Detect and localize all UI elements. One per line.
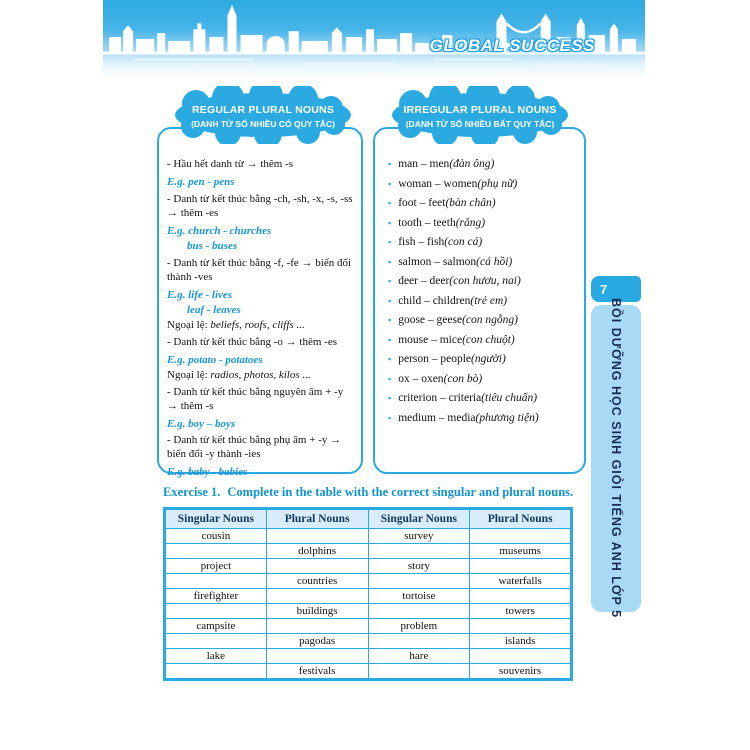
noun-translation: (tiêu chuẩn) — [481, 392, 538, 404]
singular-cell — [368, 634, 470, 649]
plural-cell — [470, 649, 572, 664]
singular-cell — [165, 634, 267, 649]
bullet-icon: ▪ — [388, 334, 392, 345]
bullet-icon: ▪ — [388, 393, 392, 403]
header-cell-singular-2: Singular Nouns — [368, 509, 470, 529]
bullet-icon: ▪ — [388, 159, 392, 169]
bullet-icon: ▪ — [388, 217, 392, 228]
table-row — [165, 589, 572, 604]
noun-pair: person – people — [398, 353, 472, 365]
rule-line — [167, 336, 353, 350]
noun-list-item — [381, 155, 578, 175]
bullet-icon: ▪ — [388, 237, 392, 247]
rule-text: - Danh từ kết thúc bằng -f, -fe → biến đổi thành -ves — [167, 256, 352, 283]
book-title-vertical: BỒI DƯỠNG HỌC SINH GIỎI TIẾNG ANH LỚP 5 — [609, 298, 623, 619]
rule-text: leaf - leaves — [187, 303, 241, 316]
noun-translation: (con chuột) — [462, 333, 515, 346]
noun-pair: fish – fish — [398, 236, 445, 248]
rule-text: - Danh từ kết thúc bằng -ch, -sh, -x, -s, -ss → thêm -es — [167, 192, 353, 219]
plural-cell — [266, 589, 368, 604]
bullet-icon: ▪ — [388, 178, 392, 189]
rule-line — [167, 257, 353, 285]
singular-cell: campsite — [165, 619, 267, 634]
irregular-plural-nouns-box — [373, 127, 586, 474]
regular-subtitle: (DANH TỪ SỐ NHIỀU CÓ QUY TẮC) — [191, 118, 335, 129]
header-banner — [103, 0, 645, 78]
exercise-heading — [163, 485, 573, 500]
table-row — [165, 604, 572, 619]
plural-cell: dolphins — [266, 544, 368, 559]
header-cell-singular-1: Singular Nouns — [165, 509, 267, 529]
singular-cell: cousin — [165, 529, 267, 544]
noun-list-item — [381, 214, 578, 234]
noun-translation: (phụ nữ) — [477, 177, 518, 190]
plural-cell — [266, 619, 368, 634]
rule-text: E.g. baby - babies — [167, 466, 248, 479]
rule-text: E.g. boy – boys — [167, 417, 236, 430]
rule-text: radios, photos, kilos ... — [210, 368, 311, 381]
noun-pair: goose – geese — [398, 314, 463, 326]
rule-line — [167, 418, 353, 432]
singular-cell: story — [368, 559, 470, 574]
plural-cell — [470, 589, 572, 604]
singular-cell: lake — [165, 649, 267, 664]
noun-pair: tooth – teeth — [398, 216, 456, 229]
rule-text: - Hầu hết danh từ → thêm -s — [167, 158, 294, 170]
regular-title: REGULAR PLURAL NOUNS — [191, 103, 335, 116]
rule-text: E.g. life - lives — [167, 288, 233, 301]
rule-line — [167, 354, 353, 368]
plural-cell: towers — [470, 604, 572, 619]
noun-translation: (cá hồi) — [476, 255, 513, 268]
noun-translation: (con cá) — [444, 236, 483, 248]
rule-text: - Danh từ kết thúc bằng -o → thêm -es — [167, 335, 338, 348]
rule-text: E.g. potato - potatoes — [167, 353, 263, 366]
bullet-icon: ▪ — [388, 354, 392, 364]
noun-translation: (trẻ em) — [470, 294, 508, 307]
rule-line — [167, 176, 353, 190]
noun-translation: (phương tiện) — [475, 411, 539, 424]
noun-pair: medium – media — [398, 411, 476, 424]
noun-pair: deer – deer — [398, 275, 450, 287]
noun-pair: salmon – salmon — [398, 255, 477, 268]
exercise-instruction: Complete in the table with the correct singular and plural nouns. — [227, 485, 574, 499]
irregular-nouns-list — [381, 155, 578, 428]
singular-cell — [165, 604, 267, 619]
plural-cell — [470, 559, 572, 574]
rule-line — [167, 386, 353, 414]
header-cell-plural-2: Plural Nouns — [470, 509, 572, 529]
rule-text: - Danh từ kết thúc bằng phụ âm + -y → biến đổi -y thành -ies — [167, 434, 342, 461]
table-row — [165, 544, 572, 559]
table-row — [165, 529, 572, 544]
noun-translation: (người) — [471, 353, 506, 365]
rule-line — [167, 240, 353, 254]
plural-cell: waterfalls — [470, 574, 572, 589]
global-success-logo: GLOBAL SUCCESS — [429, 36, 595, 55]
noun-list-item — [381, 350, 578, 370]
rule-line — [167, 225, 353, 239]
rule-line — [167, 319, 353, 333]
singular-cell — [165, 574, 267, 589]
table-row — [165, 559, 572, 574]
regular-plural-rules-box — [157, 127, 363, 479]
plural-cell — [470, 529, 572, 544]
plural-cell: museums — [470, 544, 572, 559]
noun-list-item — [381, 175, 578, 195]
rule-line — [167, 369, 353, 383]
noun-translation: (đàn ông) — [449, 158, 495, 170]
rule-line — [167, 434, 353, 462]
table-row — [165, 664, 572, 680]
noun-translation: (con ngỗng) — [462, 314, 518, 326]
plural-cell — [266, 559, 368, 574]
exercise-table — [163, 507, 573, 681]
singular-cell: survey — [368, 529, 470, 544]
noun-list-item — [381, 370, 578, 390]
plural-cell: islands — [470, 634, 572, 649]
plural-cell: souvenirs — [470, 664, 572, 680]
singular-cell: problem — [368, 619, 470, 634]
exception-prefix: Ngoại lệ: — [167, 318, 211, 331]
noun-pair: criterion – criteria — [398, 392, 482, 404]
irregular-nouns-cloud-title — [385, 86, 575, 144]
singular-cell — [368, 664, 470, 680]
singular-cell — [165, 544, 267, 559]
irregular-title: IRREGULAR PLURAL NOUNS — [403, 103, 557, 116]
noun-pair: woman – women — [398, 177, 478, 190]
table-row — [165, 574, 572, 589]
noun-pair: foot – feet — [398, 197, 446, 209]
exception-prefix: Ngoại lệ: — [167, 368, 211, 381]
plural-cell: festivals — [266, 664, 368, 680]
noun-list-item — [381, 253, 578, 273]
rule-text: bus - buses — [187, 239, 238, 252]
book-title-banner — [591, 298, 641, 619]
plural-cell — [266, 649, 368, 664]
noun-pair: child – children — [398, 294, 471, 307]
bullet-icon: ▪ — [388, 373, 392, 384]
singular-cell: tortoise — [368, 589, 470, 604]
noun-translation: (bàn chân) — [445, 197, 496, 209]
noun-translation: (răng) — [455, 216, 486, 229]
plural-cell: pagodas — [266, 634, 368, 649]
noun-list-item — [381, 233, 578, 253]
table-row — [165, 619, 572, 634]
noun-translation: (con bò) — [443, 372, 483, 385]
table-row — [165, 634, 572, 649]
plural-cell — [266, 529, 368, 544]
table-header-row — [165, 509, 572, 529]
plural-cell — [470, 619, 572, 634]
bullet-icon: ▪ — [388, 256, 392, 267]
bullet-icon: ▪ — [388, 315, 392, 325]
singular-cell — [368, 604, 470, 619]
bullet-icon: ▪ — [388, 276, 392, 286]
plural-cell: countries — [266, 574, 368, 589]
singular-cell — [368, 574, 470, 589]
rule-line — [167, 466, 353, 480]
rule-text: beliefs, roofs, cliffs ... — [210, 318, 305, 331]
rule-line — [167, 289, 353, 303]
rule-text: - Danh từ kết thúc bằng nguyên âm + -y → thêm -s — [167, 385, 344, 412]
noun-list-item — [381, 311, 578, 331]
singular-cell: hare — [368, 649, 470, 664]
rule-line — [167, 193, 353, 221]
singular-cell: project — [165, 559, 267, 574]
table-row — [165, 649, 572, 664]
singular-cell — [368, 544, 470, 559]
noun-translation: (con hươu, nai) — [449, 275, 521, 287]
header-cell-plural-1: Plural Nouns — [266, 509, 368, 529]
page-number: 7 — [600, 281, 608, 297]
singular-cell — [165, 664, 267, 680]
rule-text: E.g. pen - pens — [167, 175, 235, 188]
noun-pair: man – men — [398, 158, 450, 170]
noun-list-item — [381, 331, 578, 351]
bullet-icon: ▪ — [388, 412, 392, 423]
bullet-icon: ▪ — [388, 295, 392, 306]
noun-list-item — [381, 272, 578, 292]
rule-line — [167, 158, 353, 172]
regular-nouns-cloud-title — [168, 86, 358, 144]
noun-list-item — [381, 409, 578, 429]
noun-list-item — [381, 292, 578, 312]
rule-text: E.g. church - churches — [167, 224, 272, 237]
plural-cell: buildings — [266, 604, 368, 619]
exercise-label: Exercise 1. — [163, 485, 221, 499]
irregular-subtitle: (DANH TỪ SỐ NHIỀU BẤT QUY TẮC) — [405, 118, 555, 129]
bullet-icon: ▪ — [388, 198, 392, 208]
singular-cell: firefighter — [165, 589, 267, 604]
regular-rules-list — [167, 158, 353, 480]
noun-pair: mouse – mice — [398, 333, 463, 346]
noun-list-item — [381, 194, 578, 214]
noun-pair: ox – oxen — [398, 372, 444, 385]
rule-line — [167, 304, 353, 318]
noun-list-item — [381, 389, 578, 409]
